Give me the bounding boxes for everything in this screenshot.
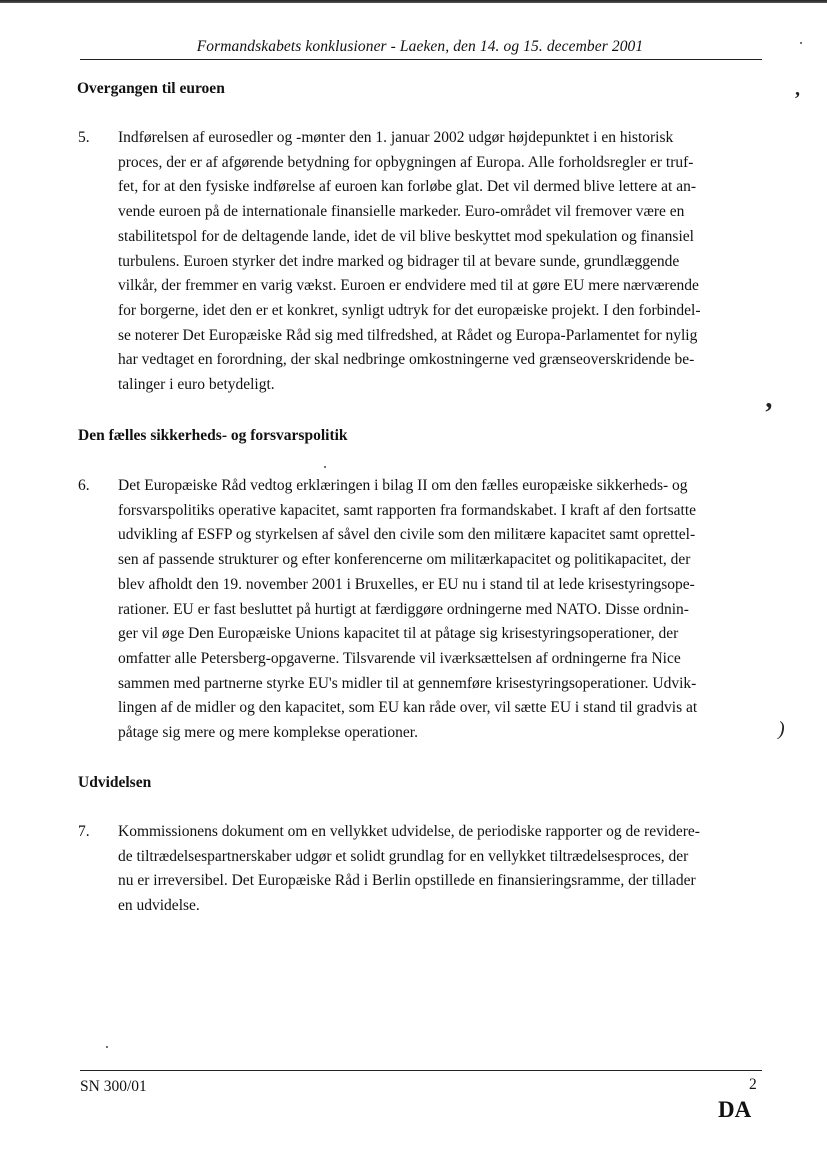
text-line: talinger i euro betydeligt. <box>118 376 275 394</box>
scan-speck <box>106 1046 108 1048</box>
text-line: lingen af de midler og den kapacitet, som EU kan råde over, vil sætte EU i stand til gradvis at <box>118 699 698 717</box>
margin-mark: ’ <box>764 398 774 429</box>
text-line: udvikling af ESFP og styrkelsen af såvel den civile som den militære kapacitet samt oprettel- <box>118 526 696 544</box>
paragraph-text <box>118 474 763 746</box>
text-line: vende euroen på de internationale finansielle markeder. Euro-området vil fremover være en <box>118 203 685 221</box>
text-line: en udvidelse. <box>118 897 200 915</box>
text-line: fet, for at den fysiske indførelse af euroen kan forløbe glat. Det vil dermed blive lettere at an- <box>118 178 697 196</box>
text-line: forsvarspolitiks operative kapacitet, samt rapporten fra formandskabet. I kraft af den fortsatte <box>118 501 697 519</box>
header-rule <box>80 59 762 60</box>
text-line: proces, der er af afgørende betydning for opbygningen af Europa. Alle forholdsregler er truf- <box>118 153 694 171</box>
paragraph-number: 5. <box>78 129 90 146</box>
scan-top-edge <box>0 0 827 3</box>
scan-speck <box>324 466 326 468</box>
text-line: vilkår, der fremmer en varig vækst. Euroen er endvidere med til at gøre EU mere nærværende <box>118 277 699 295</box>
text-line: omfatter alle Petersberg-opgaverne. Tilsvarende vil iværksættelsen af ordningerne fra Nice <box>118 649 681 667</box>
paragraph-text <box>118 126 763 398</box>
paragraph-number: 7. <box>78 823 90 840</box>
margin-mark: ) <box>778 718 785 740</box>
page-number: 2 <box>749 1076 757 1093</box>
text-line: Kommissionens dokument om en vellykket udvidelse, de periodiske rapporter og de revidere- <box>118 823 700 840</box>
paragraph-number: 6. <box>78 477 90 494</box>
margin-mark: , <box>795 78 800 100</box>
section-heading-defence: Den fælles sikkerheds- og forsvarspolitik <box>78 427 348 444</box>
document-reference: SN 300/01 <box>80 1078 147 1095</box>
section-heading-euro: Overgangen til euroen <box>77 80 225 97</box>
footer-rule <box>80 1070 762 1071</box>
text-line: har vedtaget en forordning, der skal nedbringe omkostningerne ved grænseoverskridende be- <box>118 351 695 369</box>
scan-speck <box>800 42 802 44</box>
text-line: stabilitetspol for de deltagende lande, idet de vil blive beskyttet mod spekulation og finansiel <box>118 227 694 245</box>
text-line: ger vil øge Den Europæiske Unions kapacitet til at påtage sig krisestyringsoperationer, der <box>118 625 679 643</box>
text-line: se noterer Det Europæiske Råd sig med tilfredshed, at Rådet og Europa-Parlamentet for nylig <box>118 326 698 344</box>
section-heading-enlargement: Udvidelsen <box>78 774 152 791</box>
text-line: Indførelsen af eurosedler og -mønter den 1. januar 2002 udgør højdepunktet i en historisk <box>118 129 674 146</box>
text-line: rationer. EU er fast besluttet på hurtigt at færdiggøre ordningerne med NATO. Disse ordnin- <box>118 600 689 618</box>
text-line: de tiltrædelsespartnerskaber udgør et solidt grundlag for en vellykket tiltrædelsesproces, der <box>118 847 689 865</box>
text-line: turbulens. Euroen styrker det indre marked og bidrager til at bevare sunde, grundlæggende <box>118 252 680 270</box>
running-header: Formandskabets konklusioner - Laeken, den 14. og 15. december 2001 <box>196 38 644 55</box>
language-code: DA <box>718 1097 752 1122</box>
text-line: påtage sig mere og mere komplekse operationer. <box>118 724 418 742</box>
text-line: Det Europæiske Råd vedtog erklæringen i bilag II om den fælles europæiske sikkerheds- og <box>118 477 688 494</box>
text-line: for borgerne, idet den er et konkret, synligt udtryk for det europæiske projekt. I den forbindel- <box>118 301 701 319</box>
paragraph-text <box>118 820 763 919</box>
text-line: sen af passende strukturer og efter konferencerne om militærkapacitet og politikapacitet, der <box>118 551 691 569</box>
text-line: blev afholdt den 19. november 2001 i Bruxelles, er EU nu i stand til at lede krisestyringsope- <box>118 575 695 593</box>
text-line: sammen med partnerne styrke EU's midler til at gennemføre krisestyringsoperationer. Udvik- <box>118 674 697 692</box>
text-line: nu er irreversibel. Det Europæiske Råd i Berlin opstillede en finansieringsramme, der tillader <box>118 872 696 890</box>
